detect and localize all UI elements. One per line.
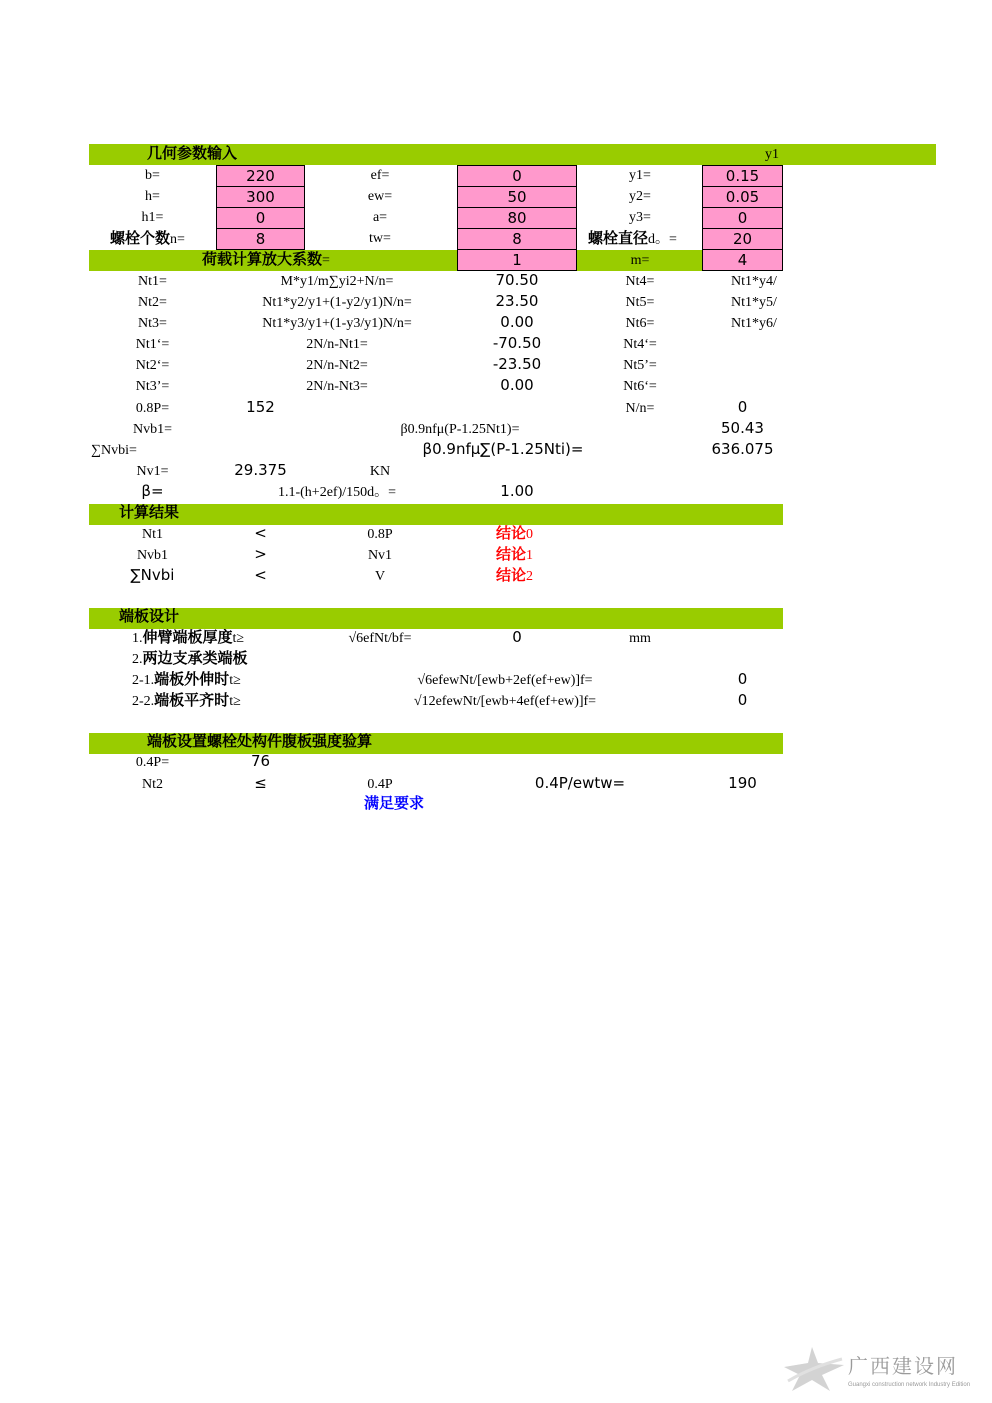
conclusion-0-num: 0	[526, 527, 534, 542]
endplate-r1-formula: √6efNt/bf=	[348, 631, 412, 646]
calc-formula-nt2-prime: 2N/n-Nt2=	[306, 358, 368, 373]
value-n-over-n: 0	[737, 398, 748, 416]
value-p04: 76	[250, 752, 271, 770]
calc-label-nt4: Nt4=	[625, 274, 655, 289]
param-label-m: m=	[630, 253, 650, 268]
calc-value-nt1-prime: -70.50	[492, 334, 542, 352]
geom-corner-label: y1	[765, 147, 779, 162]
result-conclusion-2	[496, 565, 533, 587]
label-nv1: Nv1=	[136, 464, 169, 479]
conclusion-1-cn: 结论	[496, 545, 527, 563]
endplate-row-extended	[132, 669, 241, 691]
calc-formula-nt6: Nt1*y6/	[731, 316, 777, 331]
calc-formula-nt1-prime: 2N/n-Nt1=	[306, 337, 368, 352]
geom-section-title: 几何参数输入	[147, 144, 238, 162]
calc-value-nt2-prime: -23.50	[492, 355, 542, 373]
endplate-r4-cn: 端板平齐时	[154, 691, 230, 709]
web-ref-p04: 0.4P	[367, 777, 393, 792]
label-beta: β=	[141, 482, 164, 500]
result-ref-2: V	[374, 569, 386, 584]
web-conclusion: 满足要求	[364, 794, 425, 812]
value-p08: 152	[246, 398, 275, 416]
web-formula: 0.4P/ewtw=	[534, 774, 626, 792]
input-d0[interactable]: 20	[702, 228, 783, 250]
label-sum-nvbi: ∑Nvbi=	[91, 443, 137, 458]
web-check-title: 端板设置螺栓处构件腹板强度验算	[147, 732, 373, 750]
result-ref-0: 0.8P	[367, 527, 393, 542]
site-logo-name: 广西建设网	[848, 1354, 958, 1378]
calc-label-nt2-prime: Nt2‘=	[135, 358, 170, 373]
input-h1[interactable]: 0	[216, 207, 305, 229]
results-band	[89, 504, 783, 525]
result-label-sum-nvbi: ∑Nvbi	[130, 566, 175, 584]
calc-formula-nt4: Nt1*y4/	[731, 274, 777, 289]
calc-formula-nt3: Nt1*y3/y1+(1-y3/y1)N/n=	[262, 316, 412, 331]
conclusion-0-cn: 结论	[496, 524, 527, 542]
calc-formula-nt5: Nt1*y5/	[731, 295, 777, 310]
calc-formula-nt2: Nt1*y2/y1+(1-y2/y1)N/n=	[262, 295, 412, 310]
web-label-nt2: Nt2	[142, 777, 163, 792]
web-op: ≤	[254, 774, 267, 792]
result-label-nt1: Nt1	[142, 527, 163, 542]
bolt-count-var: n=	[170, 232, 185, 247]
endplate-r4-value: 0	[737, 691, 748, 709]
endplate-r1-value: 0	[512, 628, 522, 646]
label-n-over-n: N/n=	[625, 401, 655, 416]
param-label-b: b=	[145, 168, 160, 183]
param-label-bolt-diameter	[588, 228, 677, 250]
input-b[interactable]: 220	[216, 165, 305, 187]
param-label-h: h=	[145, 189, 160, 204]
input-h[interactable]: 300	[216, 186, 305, 208]
endplate-r1-unit: mm	[629, 631, 651, 646]
label-nvb1: Nvb1=	[132, 422, 172, 437]
calc-label-nt3-prime: Nt3’=	[135, 379, 170, 394]
calc-formula-nt3-prime: 2N/n-Nt3=	[306, 379, 368, 394]
param-label-ef: ef=	[370, 168, 390, 183]
bolt-diameter-cn: 螺栓直径	[588, 229, 649, 247]
calc-value-nt3: 0.00	[500, 313, 534, 331]
load-factor-label	[202, 249, 330, 271]
endplate-r1-cn: 伸臂端板厚度	[142, 628, 233, 646]
endplate-row-flush	[132, 690, 241, 712]
param-label-tw: tw=	[369, 231, 391, 246]
calc-formula-nt1: M*y1/m∑yi2+N/n=	[280, 274, 394, 289]
input-y2[interactable]: 0.05	[702, 186, 783, 208]
calc-label-nt4-prime: Nt4‘=	[623, 337, 657, 352]
param-label-h1: h1=	[141, 210, 164, 225]
calc-label-nt1: Nt1=	[138, 274, 167, 289]
calc-label-nt2: Nt2=	[138, 295, 167, 310]
param-label-a: a=	[372, 210, 388, 225]
result-ref-1: Nv1	[367, 548, 393, 563]
label-p08: 0.8P=	[135, 401, 170, 416]
conclusion-2-cn: 结论	[496, 566, 527, 584]
endplate-row-cantilever	[132, 627, 244, 649]
input-ew[interactable]: 50	[457, 186, 577, 208]
input-a[interactable]: 80	[457, 207, 577, 229]
load-factor-eq: =	[322, 253, 330, 268]
endplate-r3-prefix: 2-1.	[132, 673, 155, 688]
value-sum-nvbi: 636.075	[711, 440, 774, 458]
result-op-1: >	[254, 545, 267, 563]
calc-label-nt6-prime: Nt6‘=	[623, 379, 657, 394]
bolt-count-cn: 螺栓个数	[110, 229, 171, 247]
value-nv1: 29.375	[234, 461, 287, 479]
endplate-r2-prefix: 2.	[132, 652, 143, 667]
formula-sum-nvbi: β0.9nfμ∑(P-1.25Nti)=	[422, 440, 584, 458]
endplate-title: 端板设计	[119, 607, 180, 625]
conclusion-1-num: 1	[526, 548, 534, 563]
endplate-band	[89, 608, 783, 629]
calc-label-nt5-prime: Nt5’=	[623, 358, 657, 373]
input-m[interactable]: 4	[702, 249, 783, 271]
endplate-r3-cn: 端板外伸时	[154, 670, 230, 688]
param-label-y1: y1=	[629, 168, 651, 183]
endplate-r4-suffix: t≥	[229, 694, 241, 709]
endplate-r4-prefix: 2-2.	[132, 694, 155, 709]
calc-label-nt5: Nt5=	[625, 295, 655, 310]
calc-label-nt6: Nt6=	[625, 316, 655, 331]
endplate-r1-suffix: t≥	[232, 631, 245, 646]
input-ef[interactable]: 0	[457, 165, 577, 187]
formula-nvb1: β0.9nfμ(P-1.25Nt1)=	[400, 422, 520, 437]
param-label-y3: y3=	[629, 210, 651, 225]
calc-value-nt3-prime: 0.00	[500, 376, 534, 394]
results-title: 计算结果	[119, 503, 180, 521]
label-p04: 0.4P=	[135, 755, 170, 770]
endplate-r3-suffix: t≥	[229, 673, 241, 688]
formula-beta: 1.1-(h+2ef)/150d。=	[277, 485, 397, 500]
input-tw[interactable]: 8	[457, 228, 577, 250]
calc-value-nt1: 70.50	[495, 271, 539, 289]
site-logo-sub: Guangxi construction network Industry Edition	[848, 1382, 971, 1388]
result-label-nvb1: Nvb1	[136, 548, 169, 563]
input-y3[interactable]: 0	[702, 207, 783, 229]
calc-value-nt2: 23.50	[495, 292, 539, 310]
value-nvb1: 50.43	[721, 419, 764, 437]
site-logo	[782, 1345, 982, 1395]
result-op-2: <	[254, 566, 267, 584]
result-conclusion-0	[496, 523, 533, 545]
input-n[interactable]: 8	[216, 228, 305, 250]
calc-label-nt3: Nt3=	[138, 316, 167, 331]
load-factor-cn: 荷载计算放大系数	[202, 250, 323, 268]
input-load-factor[interactable]: 1	[457, 249, 577, 271]
endplate-r3-value: 0	[737, 670, 748, 688]
result-conclusion-1	[496, 544, 533, 566]
endplate-r1-prefix: 1.	[132, 631, 143, 646]
web-value: 190	[728, 774, 757, 792]
calc-label-nt1-prime: Nt1‘=	[135, 337, 170, 352]
endplate-r3-formula: √6efewNt/[ewb+2ef(ef+ew)]f=	[417, 673, 593, 688]
bolt-diameter-var: d。=	[648, 232, 677, 247]
endplate-r4-formula: √12efewNt/[ewb+4ef(ef+ew)]f=	[413, 694, 597, 709]
param-label-bolt-count	[110, 228, 185, 250]
endplate-r2-cn: 两边支承类端板	[142, 649, 248, 667]
endplate-row-two-edge	[132, 648, 248, 670]
value-beta: 1.00	[500, 482, 534, 500]
star-logo-icon	[782, 1345, 848, 1393]
param-label-y2: y2=	[629, 189, 651, 204]
input-y1[interactable]: 0.15	[702, 165, 783, 187]
param-label-ew: ew=	[367, 189, 393, 204]
result-op-0: <	[254, 524, 267, 542]
unit-nv1: KN	[369, 464, 391, 479]
conclusion-2-num: 2	[526, 569, 534, 584]
